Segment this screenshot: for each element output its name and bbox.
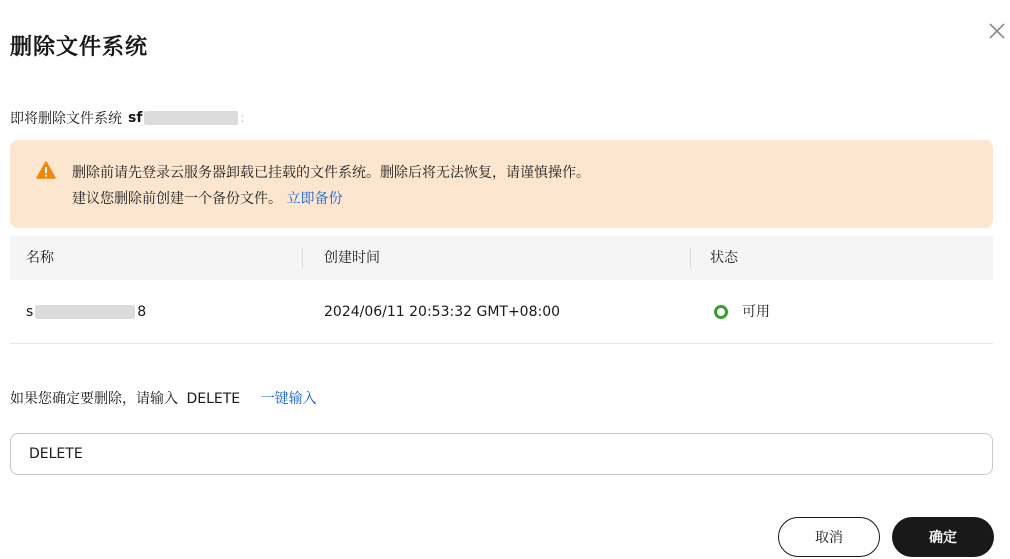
target-label: 即将删除文件系统 [10,111,122,127]
confirm-prompt-text: 如果您确定要删除，请输入 [10,391,178,407]
warning-triangle-icon [36,161,56,179]
file-system-table [10,236,993,344]
row-status [714,280,770,344]
status-available-icon [714,305,728,319]
cancel-button[interactable]: 取消 [778,517,880,557]
table-row [10,280,993,344]
redacted-name [35,305,135,319]
row-created: 2024/06/11 20:53:32 GMT+08:00 [324,304,561,320]
target-tail: : [240,111,245,125]
header-divider [690,248,691,268]
dialog-title: 删除文件系统 [10,35,149,60]
row-name-prefix: s [26,304,34,320]
warning-alert [10,140,993,228]
redacted-name [144,111,238,125]
quick-input-link[interactable]: 一键输入 [260,391,317,407]
confirm-button[interactable]: 确定 [892,517,994,557]
header-created: 创建时间 [324,250,380,266]
close-icon[interactable] [986,20,1008,42]
header-divider [302,248,303,268]
row-name-suffix: 8 [137,304,147,320]
row-status-text: 可用 [742,304,770,320]
confirm-prompt [10,388,317,408]
delete-confirm-input[interactable] [10,433,993,475]
header-name: 名称 [26,250,54,266]
backup-now-link[interactable]: 立即备份 [286,191,343,207]
confirm-keyword: DELETE [186,391,241,407]
target-name: sf [128,110,143,126]
table-header [10,236,993,280]
header-status: 状态 [710,250,738,266]
target-line [10,108,244,128]
alert-text-1: 删除前请先登录云服务器卸载已挂载的文件系统。删除后将无法恢复，请谨慎操作。 [72,165,590,181]
alert-text-2 [72,188,342,208]
row-name [26,280,146,344]
alert-text-2-body: 建议您删除前创建一个备份文件。 [72,191,282,207]
